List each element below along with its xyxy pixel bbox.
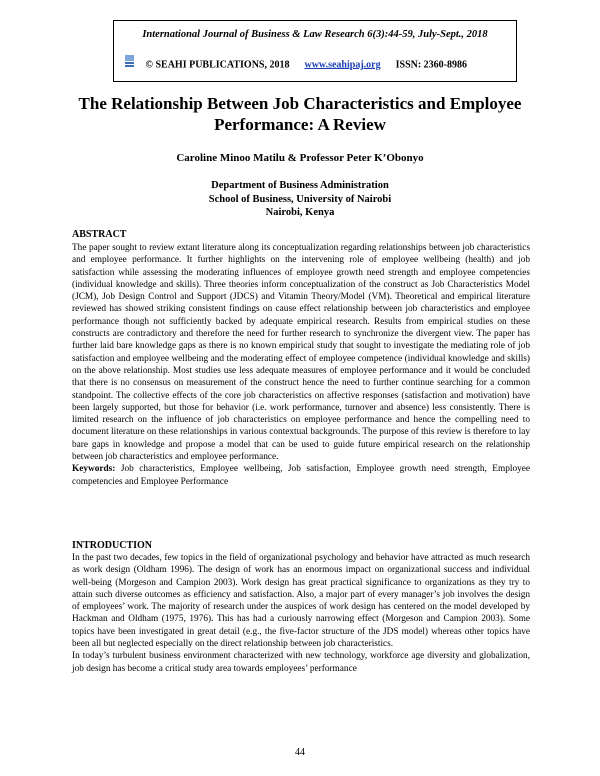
paper-title: The Relationship Between Job Characteristics and Employee Performance: A Review [78,94,522,134]
abstract-heading: ABSTRACT [72,229,127,240]
journal-citation: International Journal of Business & Law Research 6(3):44-59, July-Sept., 2018 [142,29,488,40]
introduction-paragraph-2: In today’s turbulent business environment characterized with new technology, workforce age diversity and globalization, job design has become a critical study area towards employees’ performance [72,651,530,674]
publisher-line [124,58,506,72]
keywords [72,463,530,488]
issn: ISSN: 2360-8986 [395,59,468,71]
keywords-label: Keywords: [72,464,116,475]
affiliation [0,179,600,220]
abstract-body [72,242,530,488]
journal-header [113,20,517,82]
keywords-list: Job characteristics, Employee wellbeing, Job satisfaction, Employee growth need strength, Employee competencies and Employee Performance [72,464,530,487]
department: Department of Business Administration [211,180,389,191]
publisher-url-link[interactable]: www.seahipaj.org [304,59,381,71]
publisher-copyright: © SEAHI PUBLICATIONS, 2018 [145,59,290,71]
introduction-paragraph-1: In the past two decades, few topics in the field of organizational psychology and behavior have attracted as much research as work design (Oldham 1996). The design of work has an enormous impact on organizational success and individual well-being (Morgeson and Campion 2003). Work design has great practical significance to organizations as they try to attain such diverse outcomes as efficiency and satisfaction. Also, a major part of every manager’s job involves the design of employees’ work. The majority of research under the auspices of work design has centered on the model developed by Hackman and Oldham (1975, 1976). This has had a curiously narrowing effect (Morgeson and Campion 2003). Some topics have been investigated in great detail (e.g., the five-factor structure of the JDS model) whereas other topics have been all but neglected especially on the direct relationship between job characteristics. [72,553,530,650]
city: Nairobi, Kenya [265,207,335,218]
introduction-body [72,552,530,675]
seahi-logo-icon [124,54,135,68]
abstract-text: The paper sought to review extant literature along its conceptualization regarding relationships between job characteristics and employee performance. It further highlights on the intervening role of employee wellbeing (health) and job satisfaction while assessing the moderating influences of employee growth need strength and employee competencies (individual knowledge and skills). Three theories inform conceptualization of the construct as Job Characteristics Model (JCM), Job Design Control and Support (JDCS) and Vitamin Theory/Model (VM). Theoretical and empirical literature reviewed has showed striking consistent findings on cause effect relationship between job characteristics and employee performance though not sufficiently backed by adequate empirical research. Results from empirical studies on these constructs are contradictory and therefore the need for further research to synchronize the divergent view. The paper has further laid bare knowledge gaps as there is no known empirical study that sought to investigate the mediating role of job satisfaction and employee wellbeing and the moderating effect of employee competence (individual knowledge and skills) on the above relationship. Most studies use less adequate measures of employee performance and it would be concluded that there is no consensus on measurement of the construct hence the need to further continue searching for a common standpoint. The collective effects of the core job characteristics on affective responses (satisfaction and motivation) have been largely supported, but those for behavior (i.e. work performance, turnover and absence) less consistently. There is limited research on the influence of job characteristics on employee performance and hence the compelling need to document literature on these relationships in various contextual backgrounds. The purpose of this review is therefore to lay bare gaps in knowledge and propose a model that can be used to guide future empirical research on the relationship between job characteristics and employee performance. [72,243,530,463]
introduction-heading: INTRODUCTION [72,540,153,551]
school: School of Business, University of Nairobi [208,193,392,205]
page-number: 44 [295,747,305,758]
authors: Caroline Minoo Matilu & Professor Peter K’Obonyo [176,152,424,164]
